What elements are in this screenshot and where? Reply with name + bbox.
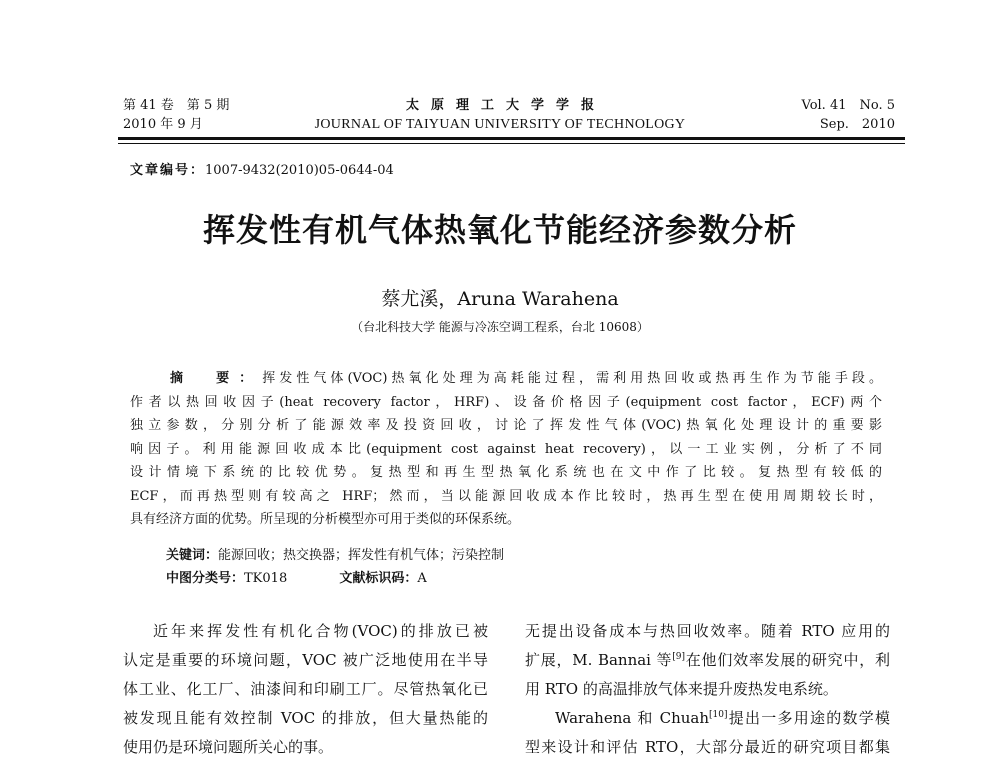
doc-code-value: A xyxy=(417,571,427,586)
article-number-label: 文章编号： xyxy=(130,163,206,178)
body-column-right xyxy=(525,617,890,760)
volume-issue-cn: 第 41 卷 第 5 期 xyxy=(123,98,230,113)
paper-title: 挥发性有机气体热氧化节能经济参数分析 xyxy=(202,211,797,249)
abstract-line-4: 响因子。利用能源回收成本比(equipment cost against heat recovery)，以一工业实例，分析了不同 xyxy=(130,441,882,457)
keywords-value: 能源回收；热交换器；挥发性有机气体；污染控制 xyxy=(218,548,505,563)
keywords-label: 关键词： xyxy=(166,548,219,563)
date-en: Sep. 2010 xyxy=(819,117,895,132)
body-column-left xyxy=(123,617,488,760)
abstract-line-2: 作者以热回收因子(heat recovery factor，HRF)、设备价格因子(equipment cost factor，ECF)两个 xyxy=(130,394,882,410)
volume-issue-en: Vol. 41 No. 5 xyxy=(801,98,895,113)
authors: 蔡尤溪，Aruna Warahena xyxy=(381,288,619,310)
body-left-line-3: 体工业、化工厂、油漆间和印刷工厂。尽管热氧化已 xyxy=(123,680,488,698)
doc-code-label: 文献标识码： xyxy=(339,571,418,586)
article-number xyxy=(130,159,394,178)
abstract-label: 摘 要： xyxy=(170,371,263,386)
abstract-line-1: 摘 要：挥发性气体(VOC)热氧化处理为高耗能过程，需利用热回收或热再生作为节能手段。 xyxy=(170,371,882,386)
abstract-line-7: 具有经济方面的优势。所呈现的分析模型亦可用于类似的环保系统。 xyxy=(130,512,521,527)
abstract-line-6: ECF，而再热型则有较高之 HRF；然而，当以能源回收成本作比较时，热再生型在使用周期较长时， xyxy=(130,488,882,504)
body-left-line-5: 使用仍是环境问题所关心的事。 xyxy=(123,738,334,756)
body-right-line-1: 无提出设备成本与热回收效率。随着 RTO 应用的 xyxy=(525,622,890,640)
header-right xyxy=(802,96,896,134)
header-rule-thick xyxy=(118,137,905,140)
affiliation: （台北科技大学 能源与冷冻空调工程系，台北 10608） xyxy=(351,320,649,334)
abstract-line-3: 独立参数，分别分析了能源效率及投资回收，讨论了挥发性气体(VOC)热氧化处理设计的重要影 xyxy=(130,418,882,433)
body-right-line-4: Warahena 和 Chuah[10]提出一多用途的数学模 xyxy=(555,709,890,727)
classification xyxy=(166,567,427,586)
journal-name-cn: 太原理工大学学报 xyxy=(405,98,606,113)
date-cn: 2010 年 9 月 xyxy=(123,117,203,132)
classification-value: TK018 xyxy=(244,571,288,586)
abstract xyxy=(130,367,882,532)
keywords xyxy=(166,544,504,563)
body-left-line-1: 近年来挥发性有机化合物(VOC)的排放已被 xyxy=(153,622,488,640)
citation-10: [10] xyxy=(709,710,728,720)
abstract-line-5: 设计情境下系统的比较优势。复热型和再生型热氧化系统也在文中作了比较。复热型有较低的 xyxy=(130,465,882,480)
body-right-line-5: 型来设计和评估 RTO，大部分最近的研究项目都集 xyxy=(525,738,890,756)
citation-9: [9] xyxy=(672,652,686,662)
body-left-line-2: 认定是重要的环境问题，VOC 被广泛地使用在半导 xyxy=(123,651,488,669)
article-number-value: 1007-9432(2010)05-0644-04 xyxy=(205,163,394,178)
journal-name-en: JOURNAL OF TAIYUAN UNIVERSITY OF TECHNOLOGY xyxy=(314,117,686,132)
body-right-line-2: 扩展，M. Bannai 等[9]在他们效率发展的研究中，利 xyxy=(525,651,890,669)
header-rule-thin xyxy=(118,143,905,144)
classification-label: 中图分类号： xyxy=(166,571,245,586)
body-right-line-3: 用 RTO 的高温排放气体来提升废热发电系统。 xyxy=(525,680,838,698)
body-left-line-4: 被发现且能有效控制 VOC 的排放，但大量热能的 xyxy=(123,709,488,727)
